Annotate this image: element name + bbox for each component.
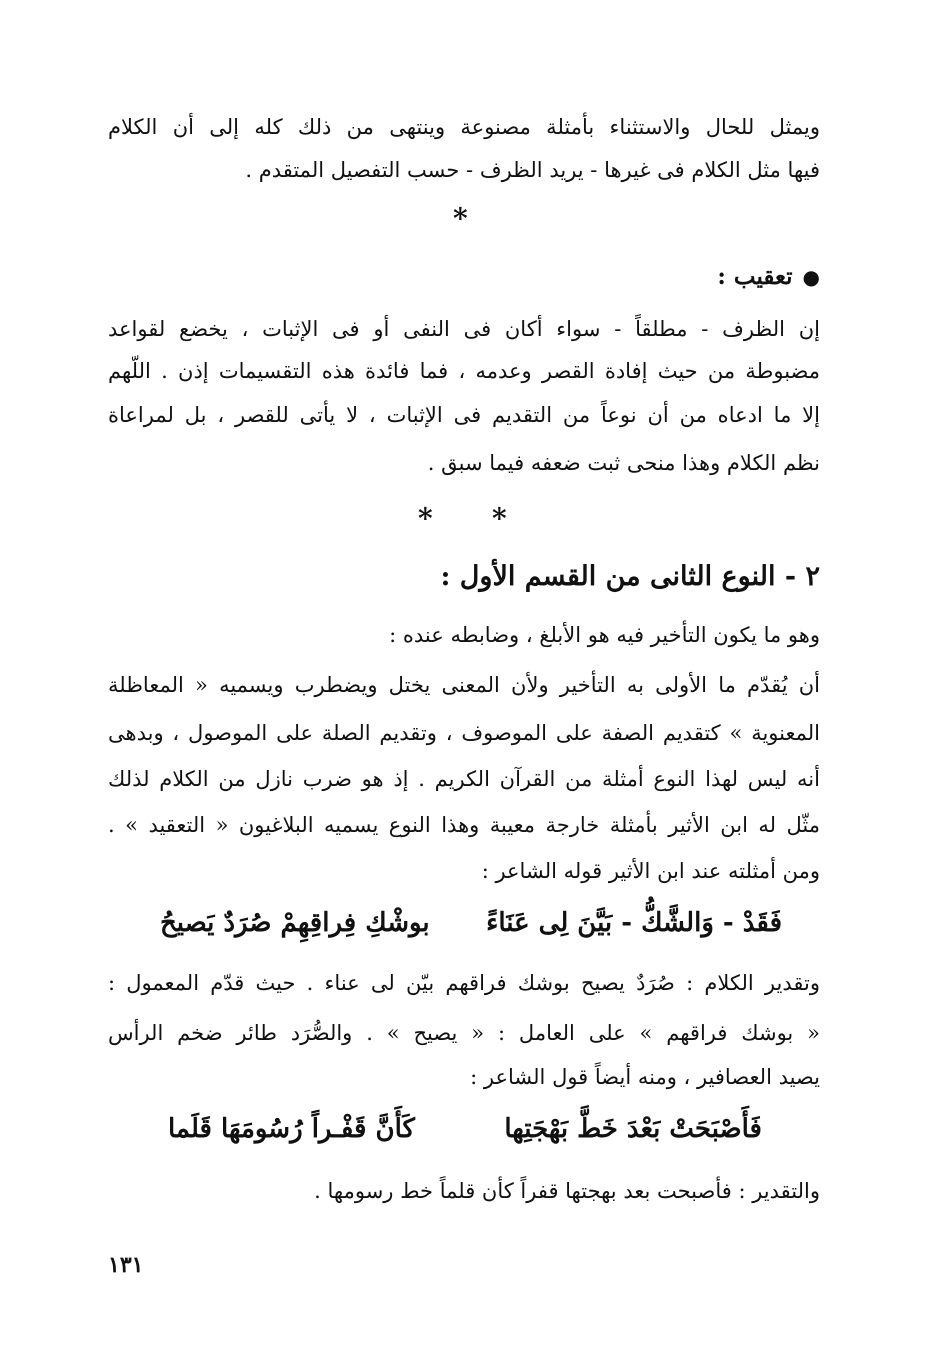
text-line: نظم الكلام وهذا منحى ثبت ضعفه فيما سبق . <box>427 451 820 475</box>
separator-star: * <box>453 202 468 235</box>
text-line: والتقدير : فأصبحت بعد بهجتها قفراً كأن قلماً خط رسومها . <box>314 1179 820 1203</box>
text-line: وتقدير الكلام : صُرَدٌ يصيح بوشك فراقهم بيّن لى عناء . حيث قدّم المعمول : <box>108 971 820 995</box>
text-line: فيها مثل الكلام فى غيرها - يريد الظرف - حسب التفصيل المتقدم . <box>245 158 820 182</box>
text-line: أنه ليس لهذا النوع أمثلة من القرآن الكريم . إذ هو ضرب نازل من الكلام لذلك <box>108 767 820 791</box>
text-line: إن الظرف - مطلقاً - سواء أكان فى النفى أو فى الإثبات ، يخضع لقواعد <box>108 317 820 341</box>
page-number: ١٣١ <box>108 1252 144 1278</box>
section-title: تعقيب : <box>717 263 793 290</box>
text-line: ومن أمثلته عند ابن الأثير قوله الشاعر : <box>481 859 820 883</box>
section-heading-type2: ٢ - النوع الثانى من القسم الأول : <box>440 561 820 592</box>
text-line: يصيد العصافير ، ومنه أيضاً قول الشاعر : <box>470 1065 820 1089</box>
text-line: وهو ما يكون التأخير فيه هو الأبلغ ، وضابطه عنده : <box>389 623 820 647</box>
text-line: المعنوية » كتقديم الصفة على الموصوف ، وتقديم الصلة على الموصول ، وبدهى <box>108 721 820 745</box>
text-line: مثّل له ابن الأثير بأمثلة خارجة معيبة وهذا النوع يسميه البلاغيون « التعقيد » . <box>108 813 820 837</box>
text-line: « بوشك فراقهم » على العامل : « يصيح » . والصُّرَد طائر ضخم الرأس <box>108 1021 820 1045</box>
separator-star: * <box>492 502 507 535</box>
section-heading-taaqib <box>108 262 820 292</box>
verse1-first-hemistich: فَقَدْ - وَالشَّكُّ - بَيَّنَ لِى عَنَاءً <box>486 908 782 938</box>
text-line: أن يُقدّم ما الأولى به التأخير ولأن المعنى يختل ويضطرب ويسميه « المعاظلة <box>108 673 820 697</box>
verse1-second-hemistich: بوشْكِ فِراقِهِمْ صُرَدٌ يَصيحُ <box>160 908 430 938</box>
page-body <box>108 0 820 1370</box>
separator-star: * <box>418 502 433 535</box>
verse2-first-hemistich: فَأَصْبَحَتْ بَعْدَ خَطَّ بَهْجَتِها <box>504 1114 762 1144</box>
bullet-icon: ● <box>802 265 820 289</box>
text-line: ويمثل للحال والاستثناء بأمثلة مصنوعة وينتهى من ذلك كله إلى أن الكلام <box>108 115 820 139</box>
verse2-second-hemistich: كَأَنَّ قَفْـراً رُسُومَهَا قَلَما <box>168 1114 415 1144</box>
text-line: إلا ما ادعاه من أن نوعاً من التقديم فى الإثبات ، لا يأتى للقصر ، بل لمراعاة <box>108 403 820 427</box>
text-line: مضبوطة من حيث إفادة القصر وعدمه ، فما فائدة هذه التقسيمات إذن . اللّهم <box>108 359 820 383</box>
